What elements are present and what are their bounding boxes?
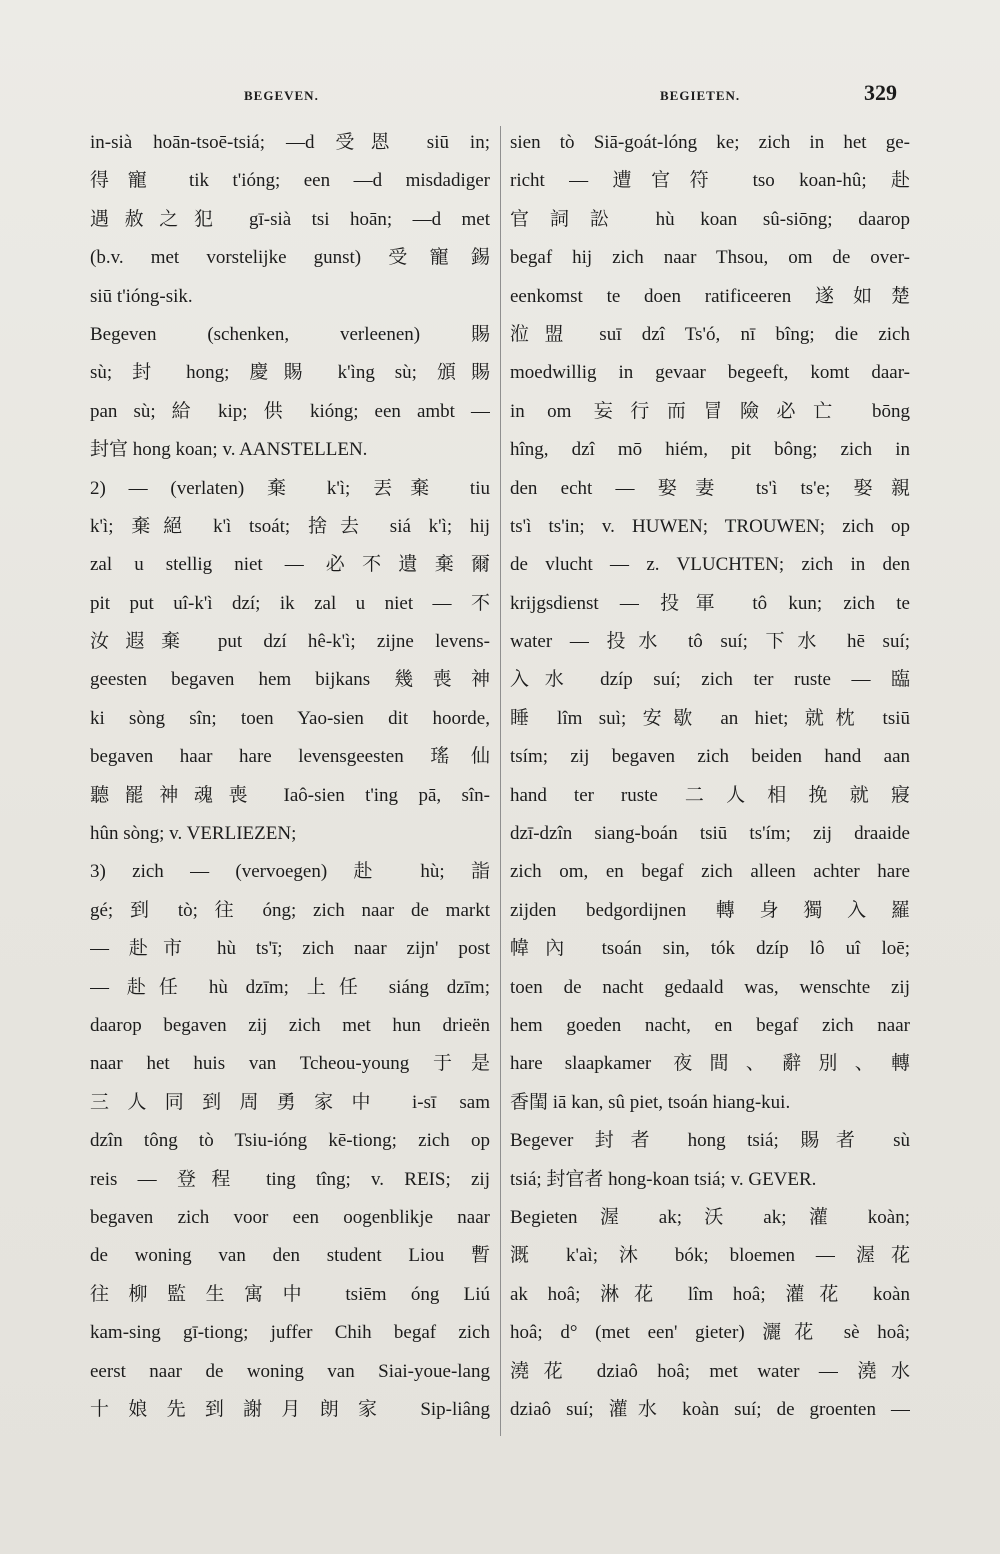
text-line: dziaô suí; 灌水 koàn suí; de groenten —: [510, 1398, 910, 1420]
text-line: krijgsdienst — 投軍 tô kun; zich te: [510, 592, 910, 614]
text-line: k'ì; 棄絕 k'ì tsoát; 捨去 siá k'ì; hij: [90, 515, 490, 537]
text-line: hoâ; d° (met een' gieter) 灑花 sè hoâ;: [510, 1322, 910, 1344]
text-line: water — 投水 tô suí; 下水 hē suí;: [510, 631, 910, 653]
running-head-right-word: BEGIETEN.: [660, 88, 741, 103]
text-line: gé; 到 tò; 往 óng; zich naar de markt: [90, 899, 490, 921]
text-line: 遇赦之犯 gī-sià tsi hoān; —d met: [90, 208, 490, 230]
text-line: den echt — 娶妻 ts'ì ts'e; 娶親: [510, 477, 910, 499]
text-line: zich om, en begaf zich alleen achter hare: [510, 861, 910, 883]
text-line: tsím; zij begaven zich beiden hand aan: [510, 746, 910, 768]
text-line: hare slaapkamer 夜間、辭別、轉: [510, 1053, 910, 1075]
text-line: siū t'ióng-sik.: [90, 285, 193, 307]
text-line: zal u stellig niet — 必不遺棄爾: [90, 554, 490, 576]
column-divider: [500, 126, 501, 1436]
text-line: — 赴任 hù dzīm; 上任 siáng dzīm;: [90, 976, 490, 998]
text-line: pit put uî-k'ì dzí; ik zal u niet — 不: [90, 592, 490, 614]
text-line: ts'ì ts'in; v. HUWEN; TROUWEN; zich op: [510, 515, 910, 537]
running-head: [0, 80, 1000, 114]
text-line: Begever 封者 hong tsiá; 賜者 sù: [510, 1130, 910, 1152]
text-line: tsiá; 封官者 hong-koan tsiá; v. GEVER.: [510, 1168, 817, 1190]
text-line: hîng, dzî mō hiém, pit bông; zich in: [510, 439, 910, 461]
text-line: eenkomst te doen ratificeeren 遂如楚: [510, 285, 910, 307]
text-line: 澆花 dziaô hoâ; met water — 澆水: [510, 1360, 910, 1382]
text-line: hem goeden nacht, en begaf zich naar: [510, 1014, 910, 1036]
text-line: 汝遐棄 put dzí hê-k'ì; zijne levens-: [90, 631, 490, 653]
text-line: de woning van den student Liou 暫: [90, 1245, 490, 1267]
text-line: begaf hij zich naar Thsou, om de over-: [510, 247, 910, 269]
text-line: kam-sing gī-tiong; juffer Chih begaf zich: [90, 1322, 490, 1344]
text-line: dzîn tông tò Tsiu-ióng kē-tiong; zich op: [90, 1130, 490, 1152]
text-line: zijden bedgordijnen 轉身獨入羅: [510, 899, 910, 921]
text-line: ak hoâ; 淋花 lîm hoâ; 灌花 koàn: [510, 1283, 910, 1305]
text-line: 得寵 tik t'ióng; een —d misdadiger: [90, 170, 490, 192]
text-line: 往柳監生寓中 tsiēm óng Liú: [90, 1283, 490, 1305]
text-line: moedwillig in gevaar begeeft, komt daar-: [510, 362, 910, 384]
text-line: sien tò Siā-goát-lóng ke; zich in het ge-: [510, 132, 910, 153]
text-line: 三人同到周勇家中 i-sī sam: [90, 1091, 490, 1113]
text-line: begaven zich voor een oogenblikje naar: [90, 1206, 490, 1228]
text-line: geesten begaven hem bijkans 幾喪神: [90, 669, 490, 691]
text-line: 2) — (verlaten) 棄 k'ì; 丟棄 tiu: [90, 477, 490, 499]
text-line: toen de nacht gedaald was, wenschte zij: [510, 976, 910, 998]
text-line: 香閨 iā kan, sû piet, tsoán hiang-kui.: [510, 1091, 791, 1113]
text-line: 3) zich — (vervoegen) 赴 hù; 詣: [90, 861, 490, 883]
text-line: sù; 封 hong; 慶賜 k'ìng sù; 頒賜: [90, 362, 490, 384]
left-column: [90, 124, 490, 1429]
text-line: in om 妄行而冒險必亡 bōng: [510, 400, 910, 422]
text-line: 封官 hong koan; v. AANSTELLEN.: [90, 439, 368, 461]
page-number: 329: [864, 80, 897, 105]
text-line: in-sià hoān-tsoē-tsiá; —d 受恩 siū in;: [90, 132, 490, 153]
text-line: begaven haar hare levensgeesten 瑤仙: [90, 746, 490, 768]
right-column: [510, 124, 910, 1429]
text-line: richt — 遭官符 tso koan-hû; 赴: [510, 170, 910, 192]
text-line: naar het huis van Tcheou-young 于是: [90, 1053, 490, 1075]
text-line: 睡 lîm suì; 安歇 an hiet; 就枕 tsiū: [510, 707, 910, 729]
text-line: de vlucht — z. VLUCHTEN; zich in den: [510, 554, 910, 576]
text-line: daarop begaven zij zich met hun drieën: [90, 1014, 490, 1036]
text-line: 幃內 tsoán sin, tók dzíp lô uî loē;: [510, 938, 910, 960]
text-line: 入水 dzíp suí; zich ter ruste — 臨: [510, 669, 910, 691]
text-line: hûn sòng; v. VERLIEZEN;: [90, 823, 297, 845]
text-line: eerst naar de woning van Siai-youe-lang: [90, 1360, 490, 1382]
text-line: (b.v. met vorstelijke gunst) 受寵錫: [90, 247, 490, 269]
running-head-left-word: BEGEVEN.: [244, 88, 319, 103]
text-line: dzī-dzîn siang-boán tsiū ts'ím; zij draaide: [510, 823, 910, 845]
text-line: hand ter ruste 二人相挽就寢: [510, 784, 910, 806]
text-line: reis — 登程 ting tîng; v. REIS; zij: [90, 1168, 490, 1190]
text-line: 聽罷神魂喪 Iaô-sien t'ing pā, sîn-: [90, 784, 490, 806]
text-line: 十娘先到謝月朗家 Sip-liâng: [90, 1398, 490, 1420]
text-line: 涖盟 suī dzî Ts'ó, nī bîng; die zich: [510, 323, 910, 345]
text-line: Begieten 渥 ak; 沃 ak; 灌 koàn;: [510, 1206, 910, 1228]
text-line: ki sòng sîn; toen Yao-sien dit hoorde,: [90, 707, 490, 729]
text-line: Begeven (schenken, verleenen) 賜: [90, 323, 490, 345]
text-line: pan sù; 給 kip; 供 kióng; een ambt —: [90, 400, 490, 422]
text-line: — 赴市 hù ts'ī; zich naar zijn' post: [90, 938, 490, 960]
text-line: 官詞訟 hù koan sû-siōng; daarop: [510, 208, 910, 230]
text-line: 溉 k'aì; 沐 bók; bloemen — 渥花: [510, 1245, 910, 1267]
